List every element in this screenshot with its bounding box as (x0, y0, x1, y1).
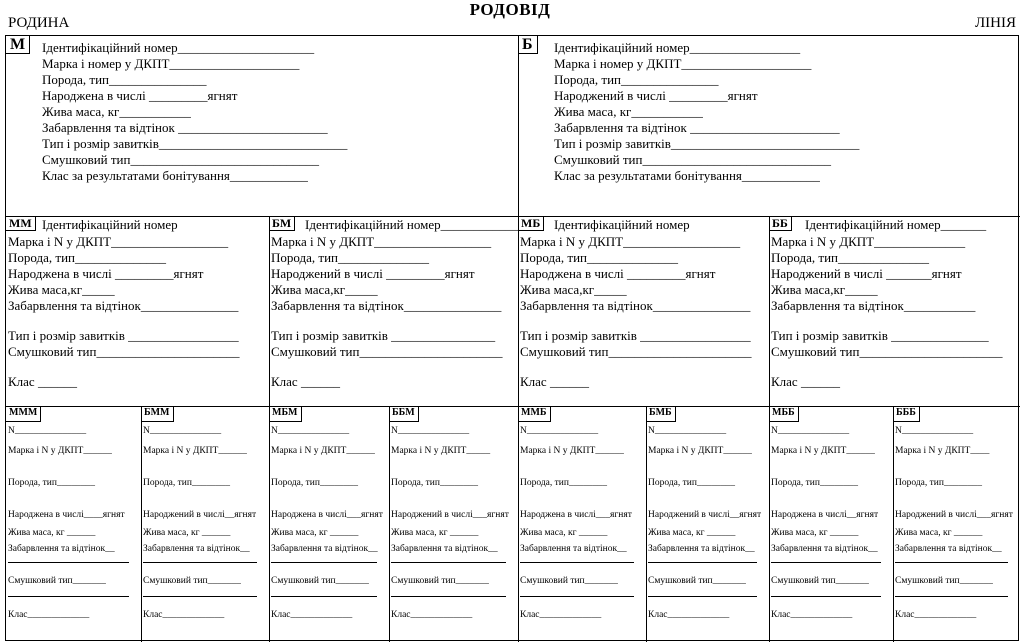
field-l3-1-2: Порода, тип________ (143, 478, 230, 488)
field-l2-2-1: Порода, тип______________ (520, 250, 678, 265)
field-l2-1-3: Жива маса,кг_____ (271, 282, 378, 297)
blank-line (143, 562, 257, 563)
field-m-0: Ідентифікаційний номер_____________________ (42, 40, 315, 55)
field-m-8: Клас за результатами бонітування____________ (42, 168, 308, 183)
line-label: ЛІНІЯ (974, 15, 1016, 31)
field-l3-7-0: N_______________ (895, 426, 974, 436)
field-l3-4-2: Порода, тип________ (520, 478, 607, 488)
tag-m: М (6, 36, 30, 54)
field-l3-0-5: Забарвлення та відтінок__ (8, 544, 115, 554)
field-l2-3-4: Забарвлення та відтінок___________ (771, 298, 976, 313)
field-l2-1-6: Смушковий тип______________________ (271, 344, 503, 359)
field-l2-1-1: Порода, тип______________ (271, 250, 429, 265)
field-l3-6-3: Народжена в числі__ягнят (771, 510, 879, 520)
field-l3-5-0: N_______________ (648, 426, 727, 436)
field-l2-0-0: Марка і N у ДКПТ__________________ (8, 234, 229, 249)
field-l2-2-3: Жива маса,кг_____ (520, 282, 627, 297)
field-l3-1-7: Клас_____________ (143, 610, 225, 620)
field-m-1: Марка і номер у ДКПТ____________________ (42, 56, 300, 71)
field-l3-2-5: Забарвлення та відтінок__ (271, 544, 378, 554)
field-l3-0-3: Народжена в числі____ягнят (8, 510, 125, 520)
field-l3-3-3: Народжений в числі___ягнят (391, 510, 509, 520)
field-l3-2-4: Жива маса, кг ______ (271, 528, 359, 538)
field-l2-0-6: Смушковий тип______________________ (8, 344, 240, 359)
field-l2-3-0: Марка і N у ДКПТ______________ (771, 234, 966, 249)
divider-level3-col (389, 406, 390, 642)
field-l2-3-7: Клас ______ (771, 374, 840, 389)
tag-l3-6: МББ (769, 406, 799, 422)
field-l2-2-2: Народжена в числі _________ягнят (520, 266, 716, 281)
field-l3-4-6: Смушковий тип_______ (520, 576, 618, 586)
field-b-3: Народжений в числі _________ягнят (554, 88, 758, 103)
field-l3-7-7: Клас_____________ (895, 610, 977, 620)
blank-line (8, 562, 129, 563)
field-l3-5-6: Смушковий тип_______ (648, 576, 746, 586)
field-l2-id-0: Ідентифікаційний номер (42, 217, 178, 232)
field-l3-1-5: Забарвлення та відтінок__ (143, 544, 250, 554)
field-l2-2-7: Клас ______ (520, 374, 589, 389)
field-l3-5-5: Забарвлення та відтінок__ (648, 544, 755, 554)
field-l3-2-6: Смушковий тип_______ (271, 576, 369, 586)
field-l3-0-1: Марка і N у ДКПТ______ (8, 446, 112, 456)
field-l2-id-2: Ідентифікаційний номер (554, 217, 690, 232)
field-l2-1-2: Народжений в числі _________ягнят (271, 266, 475, 281)
field-l3-6-4: Жива маса, кг ______ (771, 528, 859, 538)
field-l3-3-6: Смушковий тип_______ (391, 576, 489, 586)
field-m-2: Порода, тип_______________ (42, 72, 207, 87)
field-l3-0-7: Клас_____________ (8, 610, 90, 620)
field-l2-3-1: Порода, тип______________ (771, 250, 929, 265)
field-l3-3-4: Жива маса, кг ______ (391, 528, 479, 538)
field-l3-5-7: Клас_____________ (648, 610, 730, 620)
field-l2-2-4: Забарвлення та відтінок_______________ (520, 298, 751, 313)
tag-l2-1: БМ (269, 216, 295, 231)
field-l2-1-4: Забарвлення та відтінок_______________ (271, 298, 502, 313)
blank-line (8, 596, 129, 597)
field-l3-7-2: Порода, тип________ (895, 478, 982, 488)
field-l2-0-4: Забарвлення та відтінок_______________ (8, 298, 239, 313)
field-l2-0-5: Тип і розмір завитків _________________ (8, 328, 239, 343)
field-l3-5-3: Народжений в числі__ягнят (648, 510, 762, 520)
field-l3-0-0: N_______________ (8, 426, 87, 436)
field-b-0: Ідентифікаційний номер_________________ (554, 40, 801, 55)
field-b-5: Забарвлення та відтінок _______________________ (554, 120, 840, 135)
blank-line (271, 596, 377, 597)
field-l2-3-6: Смушковий тип______________________ (771, 344, 1003, 359)
field-b-4: Жива маса, кг___________ (554, 104, 703, 119)
field-l2-2-5: Тип і розмір завитків _________________ (520, 328, 751, 343)
field-l2-3-5: Тип і розмір завитків _______________ (771, 328, 989, 343)
field-l3-7-3: Народжений в числі___ягнят (895, 510, 1013, 520)
field-l2-0-1: Порода, тип______________ (8, 250, 166, 265)
field-b-6: Тип і розмір завитків_____________________________ (554, 136, 860, 151)
field-b-1: Марка і номер у ДКПТ____________________ (554, 56, 812, 71)
tag-l2-2: МБ (518, 216, 544, 231)
blank-line (391, 596, 506, 597)
field-l3-3-1: Марка і N у ДКПТ_____ (391, 446, 491, 456)
blank-line (271, 562, 377, 563)
field-l3-7-1: Марка і N у ДКПТ____ (895, 446, 990, 456)
field-l3-6-6: Смушковий тип_______ (771, 576, 869, 586)
field-l2-3-2: Народжений в числі _______ягнят (771, 266, 962, 281)
family-label: РОДИНА (8, 15, 70, 31)
divider-level3-col (141, 406, 142, 642)
field-l3-4-5: Забарвлення та відтінок__ (520, 544, 627, 554)
field-l3-5-1: Марка і N у ДКПТ______ (648, 446, 752, 456)
field-l2-id-3: Ідентифікаційний номер_______ (805, 217, 987, 232)
field-l3-2-1: Марка і N у ДКПТ______ (271, 446, 375, 456)
field-l3-0-6: Смушковий тип_______ (8, 576, 106, 586)
blank-line (391, 562, 506, 563)
divider-level3-col (893, 406, 894, 642)
field-m-6: Тип і розмір завитків_____________________________ (42, 136, 348, 151)
field-l2-2-6: Смушковий тип______________________ (520, 344, 752, 359)
field-l3-4-0: N_______________ (520, 426, 599, 436)
field-l3-1-3: Народжений в числі__ягнят (143, 510, 257, 520)
blank-line (771, 596, 881, 597)
field-l3-1-0: N_______________ (143, 426, 222, 436)
field-m-7: Смушковий тип_____________________________ (42, 152, 319, 167)
field-l3-2-2: Порода, тип________ (271, 478, 358, 488)
field-l2-2-0: Марка і N у ДКПТ__________________ (520, 234, 741, 249)
field-l2-1-0: Марка і N у ДКПТ__________________ (271, 234, 492, 249)
field-m-4: Жива маса, кг___________ (42, 104, 191, 119)
field-l3-3-7: Клас_____________ (391, 610, 473, 620)
page-title: РОДОВІД (469, 0, 551, 19)
field-l3-4-4: Жива маса, кг ______ (520, 528, 608, 538)
field-l3-2-7: Клас_____________ (271, 610, 353, 620)
field-l2-1-7: Клас ______ (271, 374, 340, 389)
field-l3-1-6: Смушковий тип_______ (143, 576, 241, 586)
blank-line (648, 562, 757, 563)
field-l3-1-4: Жива маса, кг ______ (143, 528, 231, 538)
blank-line (520, 596, 634, 597)
divider-level3-col (646, 406, 647, 642)
field-b-8: Клас за результатами бонітування____________ (554, 168, 820, 183)
tag-l3-3: ББМ (389, 406, 419, 422)
field-l3-0-2: Порода, тип________ (8, 478, 95, 488)
tag-l3-0: МММ (6, 406, 41, 422)
field-l3-3-5: Забарвлення та відтінок__ (391, 544, 498, 554)
divider-level2-col (769, 216, 770, 642)
field-l3-4-3: Народжена в числі___ягнят (520, 510, 632, 520)
field-l3-5-4: Жива маса, кг ______ (648, 528, 736, 538)
field-l3-2-0: N_______________ (271, 426, 350, 436)
divider-level2-col (269, 216, 270, 642)
blank-line (520, 562, 634, 563)
tag-l3-4: ММБ (518, 406, 551, 422)
blank-line (143, 596, 257, 597)
tag-l3-5: БМБ (646, 406, 676, 422)
field-l3-6-7: Клас_____________ (771, 610, 853, 620)
field-l3-7-6: Смушковий тип_______ (895, 576, 993, 586)
field-l3-6-2: Порода, тип________ (771, 478, 858, 488)
field-l3-7-4: Жива маса, кг ______ (895, 528, 983, 538)
tag-b: Б (518, 36, 538, 54)
tag-l3-2: МБМ (269, 406, 302, 422)
field-l2-0-7: Клас ______ (8, 374, 77, 389)
field-l3-3-0: N_______________ (391, 426, 470, 436)
blank-line (648, 596, 757, 597)
field-l2-0-3: Жива маса,кг_____ (8, 282, 115, 297)
field-b-2: Порода, тип_______________ (554, 72, 719, 87)
field-l3-6-1: Марка і N у ДКПТ______ (771, 446, 875, 456)
field-l2-id-1: Ідентифікаційний номер_____________ (305, 217, 526, 232)
field-l3-7-5: Забарвлення та відтінок__ (895, 544, 1002, 554)
field-l2-1-5: Тип і розмір завитків ________________ (271, 328, 496, 343)
field-l3-4-7: Клас_____________ (520, 610, 602, 620)
tag-l3-7: БББ (893, 406, 920, 422)
blank-line (895, 562, 1008, 563)
field-l3-3-2: Порода, тип________ (391, 478, 478, 488)
field-l3-1-1: Марка і N у ДКПТ______ (143, 446, 247, 456)
tag-l2-0: ММ (6, 216, 36, 231)
field-l2-3-3: Жива маса,кг_____ (771, 282, 878, 297)
field-l3-0-4: Жива маса, кг ______ (8, 528, 96, 538)
field-l3-4-1: Марка і N у ДКПТ______ (520, 446, 624, 456)
blank-line (895, 596, 1008, 597)
field-l3-2-3: Народжена в числі___ягнят (271, 510, 383, 520)
field-l2-0-2: Народжена в числі _________ягнят (8, 266, 204, 281)
field-m-5: Забарвлення та відтінок _______________________ (42, 120, 328, 135)
tag-l2-3: ББ (769, 216, 792, 231)
field-l3-6-0: N_______________ (771, 426, 850, 436)
field-b-7: Смушковий тип_____________________________ (554, 152, 831, 167)
blank-line (771, 562, 881, 563)
field-l3-6-5: Забарвлення та відтінок__ (771, 544, 878, 554)
field-l3-5-2: Порода, тип________ (648, 478, 735, 488)
divider-center (518, 36, 519, 642)
pedigree-form (5, 35, 1019, 641)
tag-l3-1: БММ (141, 406, 174, 422)
field-m-3: Народжена в числі _________ягнят (42, 88, 238, 103)
